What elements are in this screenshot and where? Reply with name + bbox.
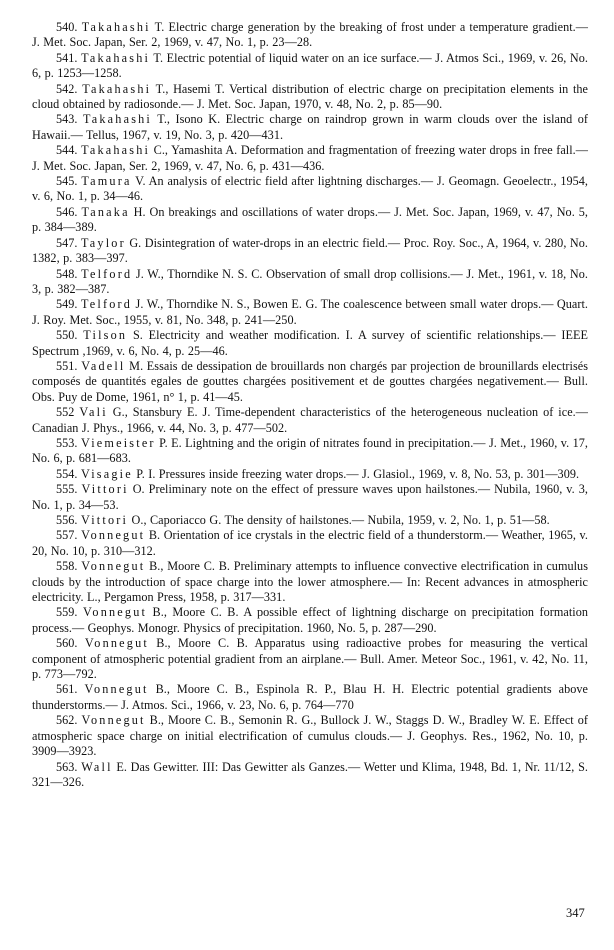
ref-number: 556. (56, 513, 78, 527)
reference-entry (32, 359, 588, 405)
reference-entry (32, 513, 588, 528)
ref-text: H. On breakings and oscillations of water drops.— J. Met. Soc. Japan, 1969, v. 47, No. 5, p. 384—389. (32, 204, 588, 235)
ref-number: 540. (56, 20, 78, 34)
ref-author: Takahashi (82, 81, 152, 96)
ref-author: Tilson (83, 328, 128, 343)
ref-text: B., Moore C. B., Espinola R. P., Blau H. H. Electric potential gradients above thunderstorms.— J. Atmos. Sci., 1966, v. 23, No. 6, p. 764—770 (32, 682, 588, 712)
ref-text: B. Orientation of ice crystals in the electric field of a thunderstorm.— Weather, 1965, v. 20, No. 10, p. 310—312. (32, 528, 588, 558)
ref-author: Takahashi (81, 50, 151, 65)
reference-list (32, 20, 588, 790)
ref-author: Telford (81, 297, 133, 312)
ref-number: 551. (56, 358, 78, 373)
ref-text: B., Moore C. B. A possible effect of lightning discharge on precipitation formation process.— Geophys. Monogr. Physics of precipitation. 1960, No. 5, p. 287—290. (32, 605, 589, 635)
ref-author: Tamura (81, 174, 132, 189)
ref-text: V. An analysis of electric field after lightning discharges.— J. Geomagn. Geoelectr., 1954, v. 6, No. 1, p. 34—46. (32, 174, 589, 204)
reference-entry (32, 467, 588, 482)
ref-number: 557. (56, 528, 78, 543)
ref-text: P. E. Lightning and the origin of nitrates found in precipitation.— J. Met., 1960, v. 17, No. 6, p. 681—683. (32, 435, 588, 466)
ref-number: 544. (56, 143, 78, 158)
ref-number: 555. (56, 482, 78, 497)
ref-number: 558. (56, 559, 78, 574)
ref-author: Takahashi (82, 112, 153, 127)
reference-entry (32, 236, 588, 267)
ref-number: 543. (56, 112, 78, 127)
ref-text: O. Preliminary note on the effect of pressure waves upon hailstones.— Nubila, 1960, v. 3, No. 1, p. 34—53. (32, 482, 588, 512)
reference-entry (32, 713, 588, 759)
ref-author: Taylor (81, 235, 126, 250)
ref-author: Visagie (80, 466, 133, 481)
ref-number: 545. (56, 174, 78, 189)
ref-author: Vonnegut (84, 636, 149, 651)
ref-number: 542. (56, 81, 78, 96)
ref-text: B., Moore C. B. Preliminary attempts to influence convective electrification in cumulus clouds by the introduction of space charge into the lower atmosphere.— In: Recent advances in atmospheric electricity. L., Pergamon Press, 1958, p. 317—331. (32, 559, 588, 605)
ref-number: 554. (56, 466, 78, 481)
page-number: 347 (566, 906, 585, 920)
reference-entry (32, 51, 588, 82)
reference-entry (32, 636, 588, 682)
ref-text: T. Electric charge generation by the breaking of frost under a temperature gradient.— J. Met. Soc. Japan, Ser. 2, 1969, v. 47, No. 1, p. 23—28. (32, 20, 588, 50)
reference-entry (32, 328, 588, 359)
ref-text: T. Electric potential of liquid water on an ice surface.— J. Atmos Sci., 1969, v. 26, No. 6, p. 1253—1258. (32, 50, 588, 81)
ref-author: Tanaka (81, 204, 130, 219)
ref-text: S. Electricity and weather modification. I. A survey of scientific relationships.— IEEE Spectrum ,1969, v. 6, No. 4, p. 25—46. (32, 328, 588, 358)
ref-text: J. W., Thorndike N. S. C. Observation of small drop collisions.— J. Met., 1961, v. 18, No. 3, p. 382—387. (32, 266, 588, 296)
ref-number: 561. (56, 682, 78, 697)
ref-author: Telford (81, 266, 133, 281)
reference-entry (32, 482, 588, 513)
ref-number: 552 (56, 405, 75, 420)
reference-entry (32, 20, 588, 51)
ref-number: 559. (56, 605, 78, 620)
reference-entry (32, 205, 588, 236)
ref-text: E. Das Gewitter. III: Das Gewitter als Ganzes.— Wetter und Klima, 1948, Bd. 1, Nr. 11/12, S. 321—326. (32, 759, 588, 789)
ref-number: 548. (56, 266, 78, 281)
ref-number: 560. (56, 636, 78, 651)
reference-entry (32, 112, 588, 143)
ref-number: 541. (56, 50, 78, 65)
ref-author: Wall (81, 759, 113, 774)
reference-entry (32, 267, 588, 298)
ref-text: C., Yamashita A. Deformation and fragmentation of freezing water drops in free fall.— J. Met. Soc. Japan, Ser. 2, 1969, v. 47, No. 6, p. 431—436. (32, 143, 588, 173)
ref-text: G., Stansbury E. J. Time-dependent characteristics of the heterogeneous nucleation of ice.— Canadian J. Phys., 1966, v. 44, No. 3, p. 477—502. (32, 405, 588, 435)
ref-text: T., Isono K. Electric charge on raindrop grown in warm clouds over the island of Hawaii.— Tellus, 1967, v. 19, No. 3, p. 420—431. (32, 112, 588, 142)
ref-author: Vittori (81, 482, 129, 497)
reference-entry (32, 528, 588, 559)
ref-text: P. I. Pressures inside freezing water drops.— J. Glasiol., 1969, v. 8, No. 53, p. 301—309. (132, 466, 580, 481)
ref-author: Vittori (80, 513, 129, 527)
ref-author: Vonnegut (81, 559, 146, 574)
ref-author: Vonnegut (81, 528, 146, 543)
reference-entry (32, 174, 588, 205)
reference-entry (32, 559, 588, 605)
ref-number: 547. (56, 235, 78, 250)
ref-number: 563. (56, 759, 78, 774)
ref-number: 550. (56, 328, 78, 343)
ref-text: T., Hasemi T. Vertical distribution of electric charge on precipitation elements in the cloud obtained by radiosonde.— J. Met. Soc. Japan, 1970, v. 48, No. 2, p. 85—90. (32, 81, 588, 112)
ref-author: Viemeister (80, 435, 156, 450)
ref-author: Vadell (81, 358, 126, 373)
reference-entry (32, 405, 588, 436)
ref-author: Vonnegut (81, 713, 146, 728)
ref-author: Takahashi (81, 143, 151, 158)
ref-text: M. Essais de dessipation de brouillards non chargés par projection de brounillards electrisés composés de quantités egales de gouttes chargées positivement et de gouttes chargées negativement.— Bull. Obs. Puy de Dome, 1961, n° 1, p. 41—45. (32, 358, 588, 404)
reference-entry (32, 436, 588, 467)
ref-author: Vonnegut (84, 682, 149, 697)
reference-entry (32, 605, 588, 636)
ref-number: 553. (56, 435, 78, 450)
ref-number: 562. (56, 713, 78, 728)
reference-entry (32, 682, 588, 713)
reference-entry (32, 82, 588, 113)
ref-author: Vali (79, 405, 108, 420)
ref-author: Vonnegut (83, 605, 148, 620)
reference-entry (32, 143, 588, 174)
ref-text: O., Caporiacco G. The density of hailstones.— Nubila, 1959, v. 2, No. 1, p. 51—58. (128, 513, 550, 527)
ref-text: G. Disintegration of water-drops in an electric field.— Proc. Roy. Soc., A, 1964, v. 280, No. 1382, p. 383—397. (32, 235, 588, 266)
ref-text: B., Moore C. B., Semonin R. G., Bullock J. W., Staggs D. W., Bradley W. E. Effect of atmospheric space charge on initial electrification of cumulus clouds.— J. Geophys. Res., 1962, No. 10, p. 3909—3923. (32, 713, 588, 759)
ref-number: 549. (56, 297, 78, 312)
reference-entry (32, 297, 588, 328)
ref-text: B., Moore C. B. Apparatus using radioactive probes for measuring the vertical component of atmospheric potential gradient from an airplane.— Bull. Amer. Meteor Soc., 1961, v. 42, No. 11, p. 773—792. (32, 636, 588, 682)
ref-number: 546. (56, 204, 78, 219)
ref-author: Takahashi (81, 20, 151, 34)
ref-text: J. W., Thorndike N. S., Bowen E. G. The coalescence between small water drops.— Quart. J. Roy. Met. Soc., 1955, v. 81, No. 348, p. 241—250. (32, 297, 588, 327)
reference-entry (32, 760, 588, 791)
